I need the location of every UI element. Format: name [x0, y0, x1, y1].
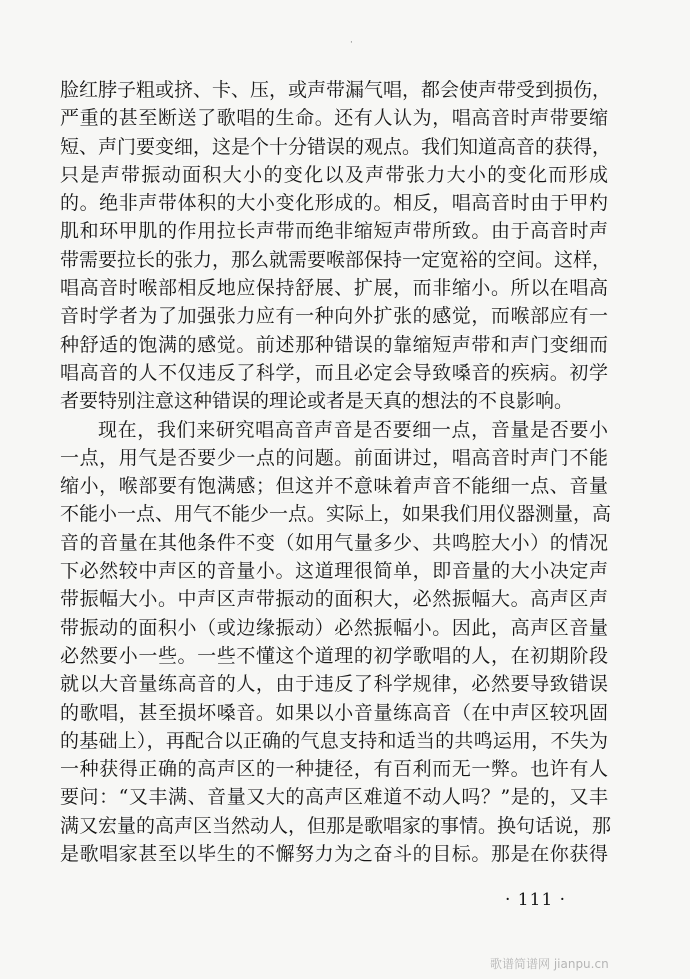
text-line: 音的音量在其他条件不变（如用气量多少、共鸣腔大小）的情况	[60, 531, 608, 554]
text-line: 带振动的面积小（或边缘振动）必然振幅小。因此，高声区音量	[60, 616, 608, 639]
text-line: 是歌唱家甚至以毕生的不懈努力为之奋斗的目标。那是在你获得	[60, 843, 608, 866]
text-line: 要问：“又丰满、音量又大的高声区难道不动人吗？”是的，又丰	[60, 786, 608, 809]
text-line: 就以大音量练高音的人，由于违反了科学规律，必然要导致错误	[60, 673, 608, 696]
text-line: 种舒适的饱满的感觉。前述那种错误的靠缩短声带和声门变细而	[60, 333, 608, 356]
text-line: 必然要小一些。一些不懂这个道理的初学歌唱的人，在初期阶段	[60, 644, 608, 667]
text-line: 音时学者为了加强张力应有一种向外扩张的感觉，而喉部应有一	[60, 305, 608, 328]
text-line: 带振幅大小。中声区声带振动的面积大，必然振幅大。高声区声	[60, 588, 608, 611]
text-line: 的基础上），再配合以正确的气息支持和适当的共鸣运用，不失为	[60, 729, 608, 752]
page-number: · 111 ·	[505, 890, 567, 910]
body-text	[60, 76, 612, 868]
text-line: 唱高音的人不仅违反了科学，而且必定会导致嗓音的疾病。初学	[60, 361, 608, 384]
top-mark: ·	[350, 38, 353, 48]
text-line: 肌和环甲肌的作用拉长声带而绝非缩短声带所致。由于高音时声	[60, 220, 608, 243]
paragraph-2	[60, 416, 612, 869]
paragraph-1	[60, 76, 612, 416]
watermark: 歌谱简谱网 jianpu.cn	[490, 957, 609, 971]
text-line: 缩小，喉部要有饱满感；但这并不意味着声音不能细一点、音量	[60, 475, 608, 498]
text-line: 严重的甚至断送了歌唱的生命。还有人认为，唱高音时声带要缩	[60, 107, 608, 130]
text-line: 一种获得正确的高声区的一种捷径，有百利而无一弊。也许有人	[60, 758, 608, 781]
text-line: 的歌唱，甚至损坏嗓音。如果以小音量练高音（在中声区较巩固	[60, 701, 608, 724]
text-line: 下必然较中声区的音量小。这道理很简单，即音量的大小决定声	[60, 560, 608, 583]
text-line: 只是声带振动面积大小的变化以及声带张力大小的变化而形成	[60, 163, 608, 186]
text-line: 带需要拉长的张力，那么就需要喉部保持一定宽裕的空间。这样，	[60, 248, 612, 271]
text-line: 脸红脖子粗或挤、卡、压，或声带漏气唱，都会使声带受到损伤，	[60, 79, 612, 101]
text-line: 一点，用气是否要少一点的问题。前面讲过，唱高音时声门不能	[60, 446, 608, 469]
text-line: 现在，我们来研究唱高音声音是否要细一点，音量是否要小	[98, 418, 608, 441]
text-line: 满又宏量的高声区当然动人，但那是歌唱家的事情。换句话说，那	[60, 814, 612, 837]
text-line: 的。绝非声带体积的大小变化形成的。相反，唱高音时由于甲杓	[60, 192, 608, 215]
text-line: 不能小一点、用气不能少一点。实际上，如果我们用仪器测量，高	[60, 503, 612, 526]
text-line: 者要特别注意这种错误的理论或者是天真的想法的不良影响。	[60, 390, 574, 413]
text-line: 短、声门要变细，这是个十分错误的观点。我们知道高音的获得，	[60, 135, 612, 158]
text-line: 唱高音时喉部相反地应保持舒展、扩展，而非缩小。所以在唱高	[60, 277, 608, 300]
